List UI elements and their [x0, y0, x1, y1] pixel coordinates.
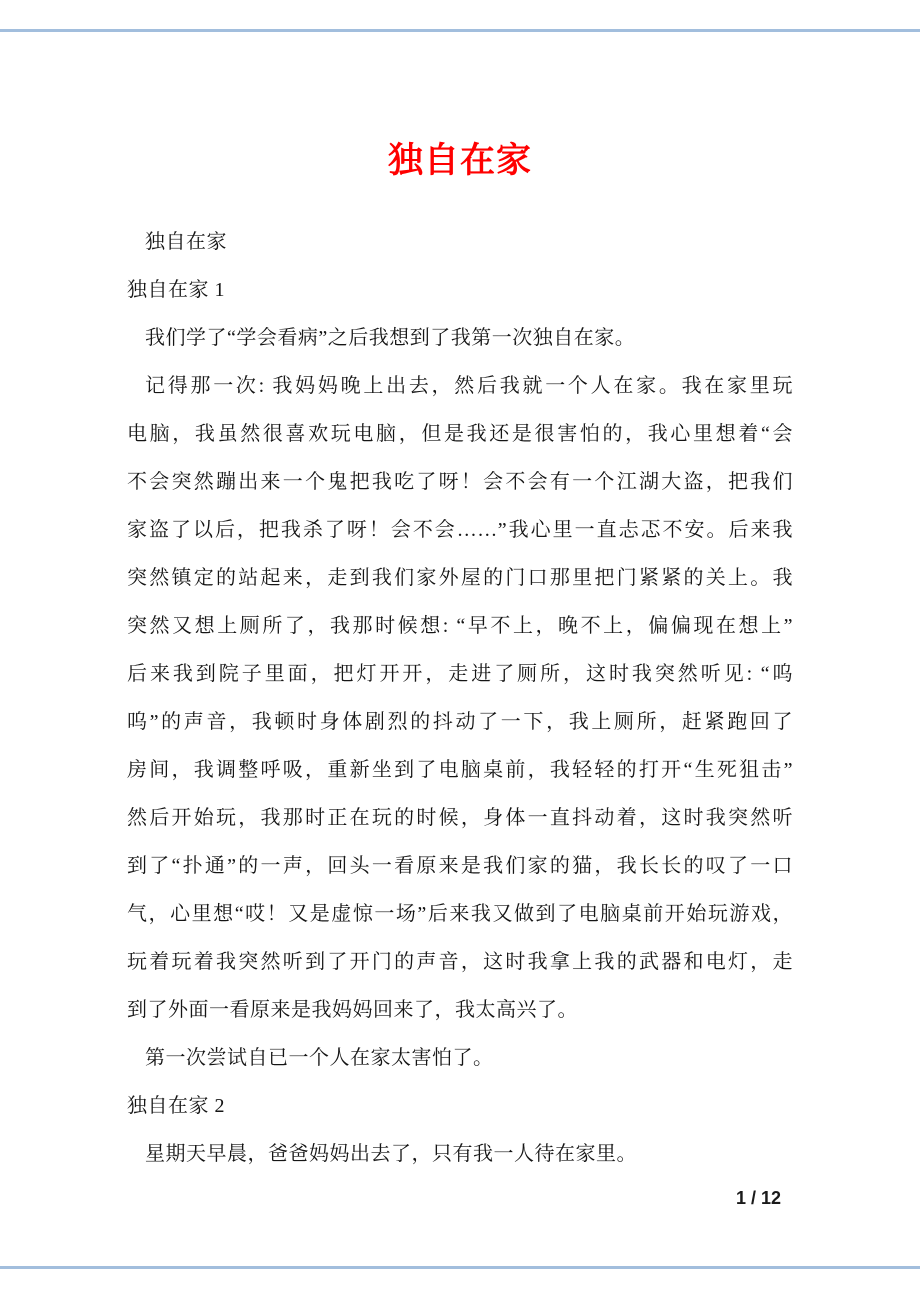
text-line: 第一次尝试自已一个人在家太害怕了。 — [145, 1047, 494, 1069]
text-line: 记得那一次: 我妈妈晚上出去，然后我就一个人在家。我在家里玩 — [145, 375, 793, 397]
text-line: 玩着玩着我突然听到了开门的声音，这时我拿上我的武器和电灯，走 — [127, 951, 793, 973]
text-line: 到了“扑通”的一声，回头一看原来是我们家的猫，我长长的叹了一口 — [127, 855, 793, 877]
text-line: 突然镇定的站起来，走到我们家外屋的门口那里把门紧紧的关上。我 — [127, 567, 793, 589]
top-border-rule — [0, 29, 920, 32]
text-line: 独自在家 — [145, 231, 227, 253]
text-line: 独自在家 2 — [127, 1095, 225, 1117]
text-line: 星期天早晨，爸爸妈妈出去了，只有我一人待在家里。 — [145, 1143, 637, 1165]
text-line: 不会突然蹦出来一个鬼把我吃了呀！会不会有一个江湖大盗，把我们 — [127, 471, 793, 493]
text-line: 独自在家 1 — [127, 279, 225, 301]
text-line: 后来我到院子里面，把灯开开，走进了厕所，这时我突然听见: “呜 — [127, 663, 793, 685]
text-line: 突然又想上厕所了，我那时候想: “早不上，晚不上，偏偏现在想上” — [127, 615, 793, 637]
text-line: 电脑，我虽然很喜欢玩电脑，但是我还是很害怕的，我心里想着“会 — [127, 423, 793, 445]
text-line: 到了外面一看原来是我妈妈回来了，我太高兴了。 — [127, 999, 578, 1021]
document-body — [127, 218, 793, 1178]
text-line: 呜”的声音，我顿时身体剧烈的抖动了一下，我上厕所，赶紧跑回了 — [127, 711, 793, 733]
page-number-indicator: 1 / 12 — [735, 1188, 781, 1208]
text-line: 我们学了“学会看病”之后我想到了我第一次独自在家。 — [145, 327, 636, 349]
text-line: 气，心里想“哎！又是虚惊一场”后来我又做到了电脑桌前开始玩游戏， — [127, 903, 793, 925]
document-title: 独自在家 — [387, 141, 532, 180]
bottom-border-rule — [0, 1266, 920, 1269]
text-line: 房间，我调整呼吸，重新坐到了电脑桌前，我轻轻的打开“生死狙击” — [127, 759, 793, 781]
text-line: 家盗了以后，把我杀了呀！会不会……”我心里一直忐忑不安。后来我 — [127, 519, 793, 541]
text-line: 然后开始玩，我那时正在玩的时候，身体一直抖动着，这时我突然听 — [127, 807, 793, 829]
